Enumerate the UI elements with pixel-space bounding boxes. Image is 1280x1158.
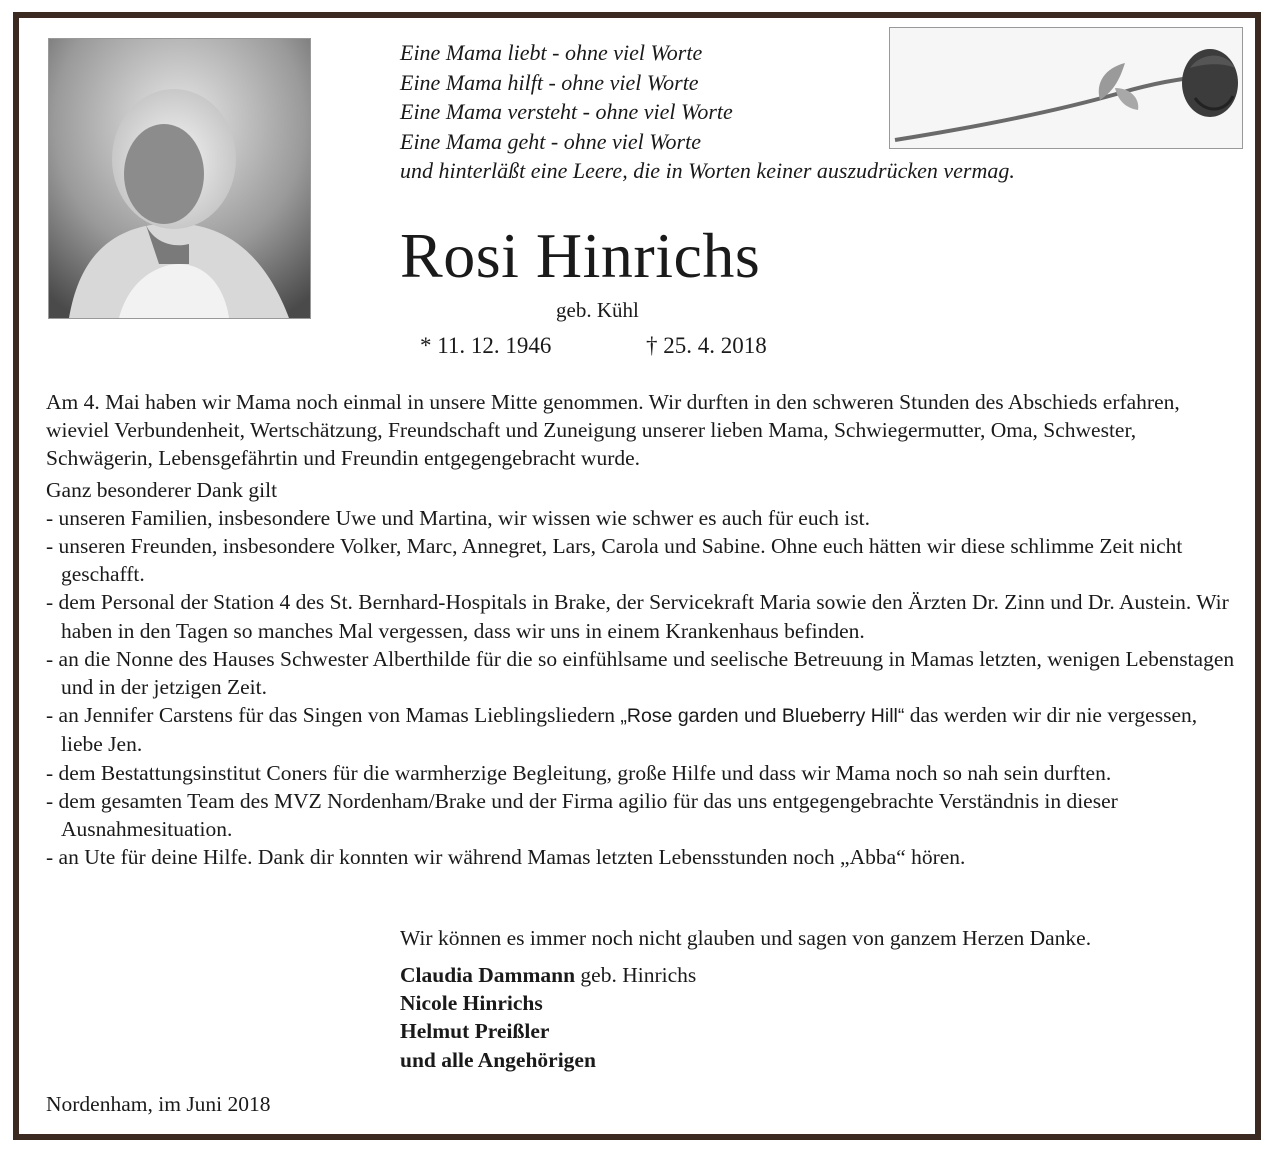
thanks-item: - dem gesamten Team des MVZ Nordenham/Brake und der Firma agilio für das uns entgegengebrachte Verständnis in dieser Ausnahmesituation. bbox=[46, 788, 1118, 842]
thanks-list bbox=[46, 504, 1236, 872]
signers bbox=[400, 961, 696, 1074]
portrait-icon bbox=[49, 39, 310, 318]
maiden-name: geb. Kühl bbox=[556, 298, 639, 322]
portrait-photo bbox=[48, 38, 311, 319]
signer bbox=[400, 1046, 696, 1074]
poem-line: Eine Mama geht - ohne viel Worte bbox=[400, 128, 701, 154]
thanks-item: - dem Personal der Station 4 des St. Bernhard-Hospitals in Brake, der Servicekraft Maria sowie den Ärzten Dr. Zinn und Dr. Austein. Wir haben in den Tagen so manches Mal vergessen, dass wir uns in einem Krankenhaus befinden. bbox=[46, 590, 1229, 643]
poem-line: Eine Mama liebt - ohne viel Worte bbox=[400, 40, 703, 65]
birth-date: * 11. 12. 1946 bbox=[420, 333, 552, 358]
closing-text: Wir können es immer noch nicht glauben und sagen von ganzem Herzen Danke. bbox=[400, 926, 1092, 950]
thanks-item: - dem Bestattungsinstitut Coners für die warmherzige Begleitung, große Hilfe und dass wir Mama noch so nah sein durften. bbox=[46, 760, 1112, 785]
thanks-item bbox=[46, 701, 1236, 758]
poem-line: Eine Mama hilft - ohne viel Worte bbox=[400, 69, 699, 95]
signer-name: Helmut Preißler bbox=[400, 1019, 550, 1044]
signer bbox=[400, 961, 696, 989]
death-date: † 25. 4. 2018 bbox=[646, 333, 767, 358]
rose-image bbox=[889, 27, 1243, 149]
deceased-name: Rosi Hinrichs bbox=[400, 220, 761, 291]
place-date: Nordenham, im Juni 2018 bbox=[46, 1092, 271, 1116]
signer-name: Claudia Dammann bbox=[400, 963, 576, 987]
thanks-item: - an Ute für deine Hilfe. Dank dir konnten wir während Mamas letzten Lebensstunden noch „Abba“ hören. bbox=[46, 845, 966, 870]
thanks-text: - an Jennifer Carstens für das Singen von Mamas Lieblingsliedern bbox=[46, 703, 621, 728]
rose-icon bbox=[890, 28, 1242, 148]
signer-name: Nicole Hinrichs bbox=[400, 991, 543, 1016]
thanks-item: - unseren Freunden, insbesondere Volker, Marc, Annegret, Lars, Carola und Sabine. Ohne euch hätten wir diese schlimme Zeit nicht geschafft. bbox=[46, 534, 1183, 587]
song-title: „Rose garden und Blueberry Hill“ bbox=[620, 705, 905, 728]
signer-suffix: geb. Hinrichs bbox=[575, 963, 697, 987]
poem-line: und hinterläßt eine Leere, die in Worten keiner auszudrücken vermag. bbox=[400, 158, 1015, 183]
obituary-body bbox=[46, 388, 1236, 871]
poem-line: Eine Mama versteht - ohne viel Worte bbox=[400, 99, 733, 124]
signer bbox=[400, 989, 696, 1017]
intro-text: Am 4. Mai haben wir Mama noch einmal in unsere Mitte genommen. Wir durften in den schweren Stunden des Abschieds erfahren, wieviel Verbundenheit, Wertschätzung, Freundschaft und Zuneigung unserer lieben Mama, Schwiegermutter, Oma, Schwester, Schwägerin, Lebensgefährtin und Freundin entgegengebracht wurde. bbox=[46, 390, 1180, 471]
signer-name: und alle Angehörigen bbox=[400, 1047, 596, 1072]
thanks-item: - unseren Familien, insbesondere Uwe und Martina, wir wissen wie schwer es auch für euch ist. bbox=[46, 505, 870, 530]
signer bbox=[400, 1017, 696, 1045]
thanks-text: das werden wir dir nie vergessen, liebe Jen. bbox=[61, 703, 1198, 757]
thanks-item: - an die Nonne des Hauses Schwester Alberthilde für die so einfühlsame und seelische Betreuung in Mamas letzten, wenigen Lebenstagen und in der jetzigen Zeit. bbox=[46, 646, 1235, 700]
thanks-heading: Ganz besonderer Dank gilt bbox=[46, 477, 278, 502]
